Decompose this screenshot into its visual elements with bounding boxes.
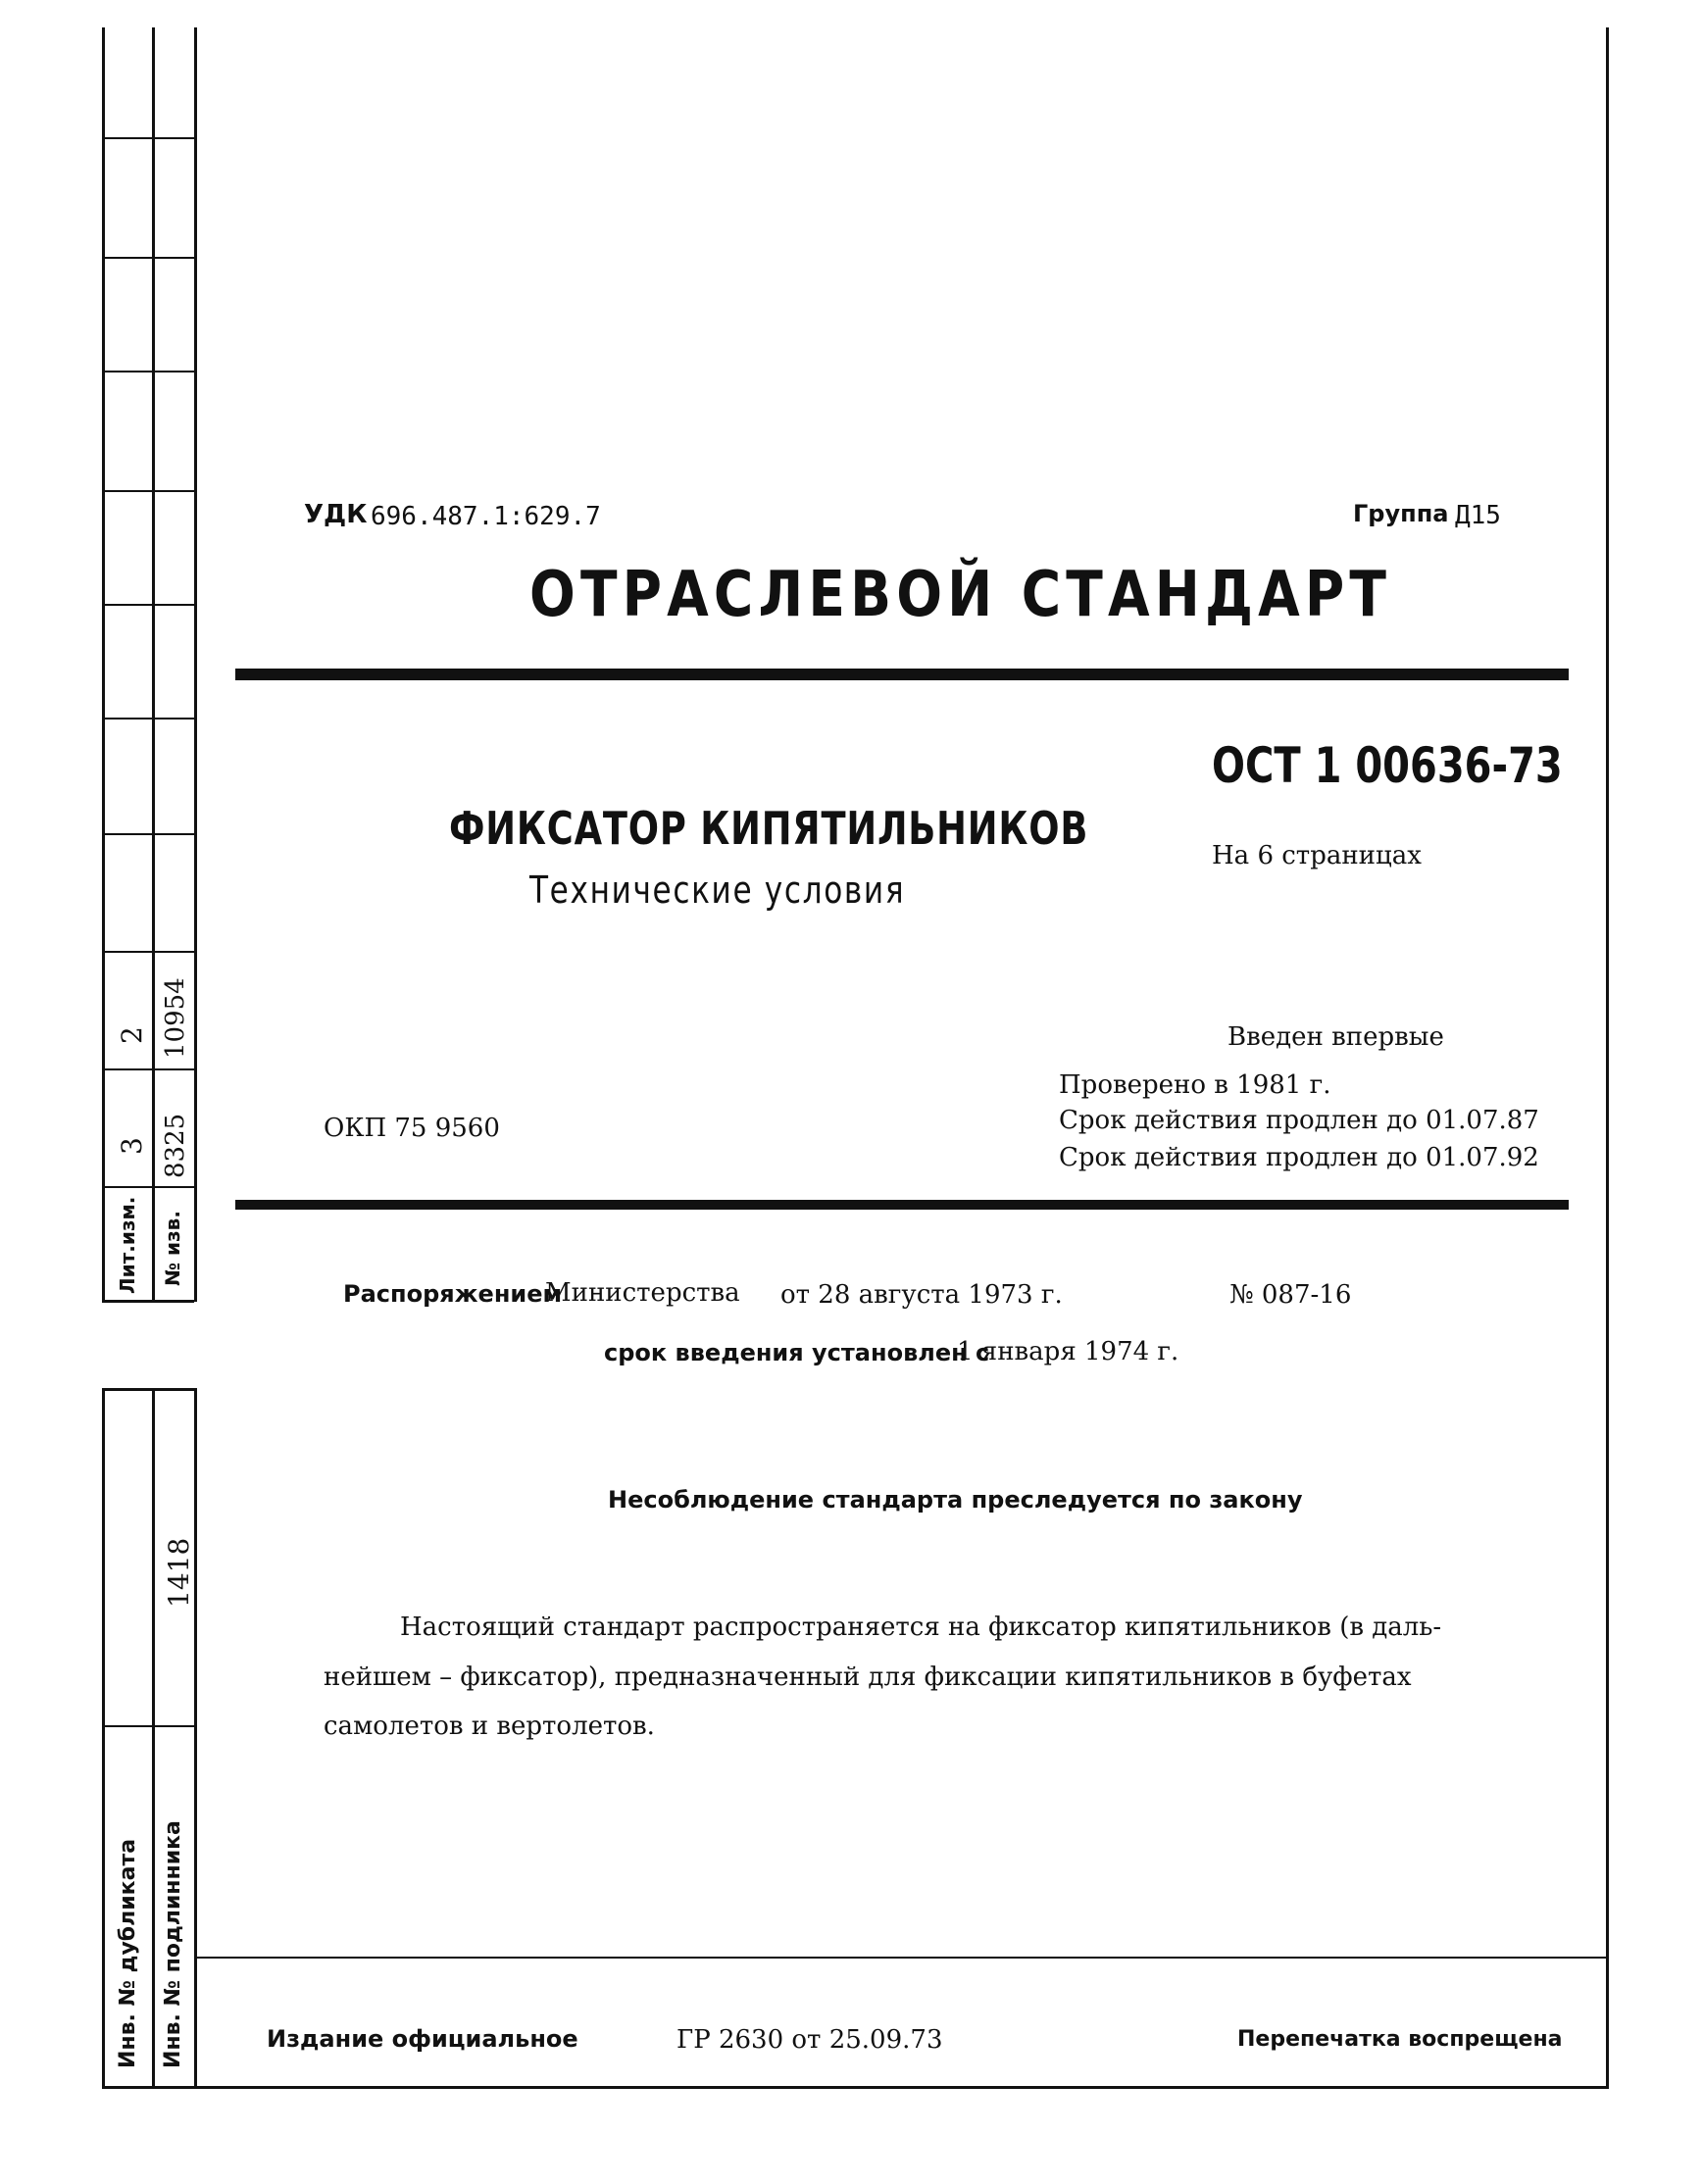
okp-code: ОКП 75 9560	[324, 1114, 500, 1143]
edition-text: Издание официальное	[267, 2025, 578, 2053]
order-ministry: Министерства	[545, 1278, 740, 1308]
order-label: Распоряжением	[343, 1280, 563, 1308]
stamp-num-label: № изв.	[161, 1211, 184, 1286]
document-title: ФИКСАТОР КИПЯТИЛЬНИКОВ	[449, 802, 1089, 855]
stamp-lit-label: Лит.изм.	[116, 1196, 139, 1294]
body-line-2: нейшем – фиксатор), предназначенный для фиксации кипятильников в буфетах	[324, 1663, 1412, 1692]
status-rule	[235, 1200, 1569, 1210]
udk-value: 696.487.1:629.7	[371, 502, 601, 531]
stamp-lit-value-1: 2	[116, 1026, 148, 1044]
body-line-3: самолетов и вертолетов.	[324, 1712, 655, 1741]
body-line-1: Настоящий стандарт распространяется на фиксатор кипятильников (в даль-	[400, 1613, 1442, 1642]
udk-label: УДК	[304, 500, 368, 529]
document-subtitle: Технические условия	[529, 869, 906, 912]
checked-text: Проверено в 1981 г.	[1059, 1070, 1331, 1100]
order-date: от 28 августа 1973 г.	[780, 1280, 1063, 1310]
stamp-inv-orig-label: Инв. № подлинника	[161, 1820, 185, 2068]
extended-text-2: Срок действия продлен до 01.07.92	[1059, 1143, 1539, 1172]
legal-notice: Несоблюдение стандарта преследуется по закону	[608, 1486, 1303, 1514]
effective-label: срок введения установлен с	[604, 1339, 990, 1366]
registration-text: ГР 2630 от 25.09.73	[676, 2025, 943, 2055]
stamp-num-value-2: 10954	[161, 977, 190, 1059]
group-label: Группа	[1353, 500, 1449, 527]
group-value: Д15	[1455, 501, 1501, 530]
stamp-num-value-1: 8325	[161, 1113, 190, 1178]
stamp-inv-dup-label: Инв. № дубликата	[116, 1838, 140, 2068]
reprint-notice: Перепечатка воспрещена	[1237, 2027, 1563, 2052]
title-rule	[235, 669, 1569, 680]
stamp-inv-orig-value: 1418	[163, 1537, 195, 1608]
page-title: ОТРАСЛЕВОЙ СТАНДАРТ	[529, 559, 1392, 631]
effective-date: 1 января 1974 г.	[957, 1337, 1179, 1366]
standard-code: ОСТ 1 00636-73	[1212, 737, 1563, 794]
extended-text-1: Срок действия продлен до 01.07.87	[1059, 1106, 1539, 1135]
introduced-text: Введен впервые	[1227, 1022, 1444, 1052]
page-count: На 6 страницах	[1212, 841, 1422, 870]
order-number: № 087-16	[1229, 1280, 1352, 1310]
stamp-lit-value-2: 3	[116, 1137, 148, 1155]
